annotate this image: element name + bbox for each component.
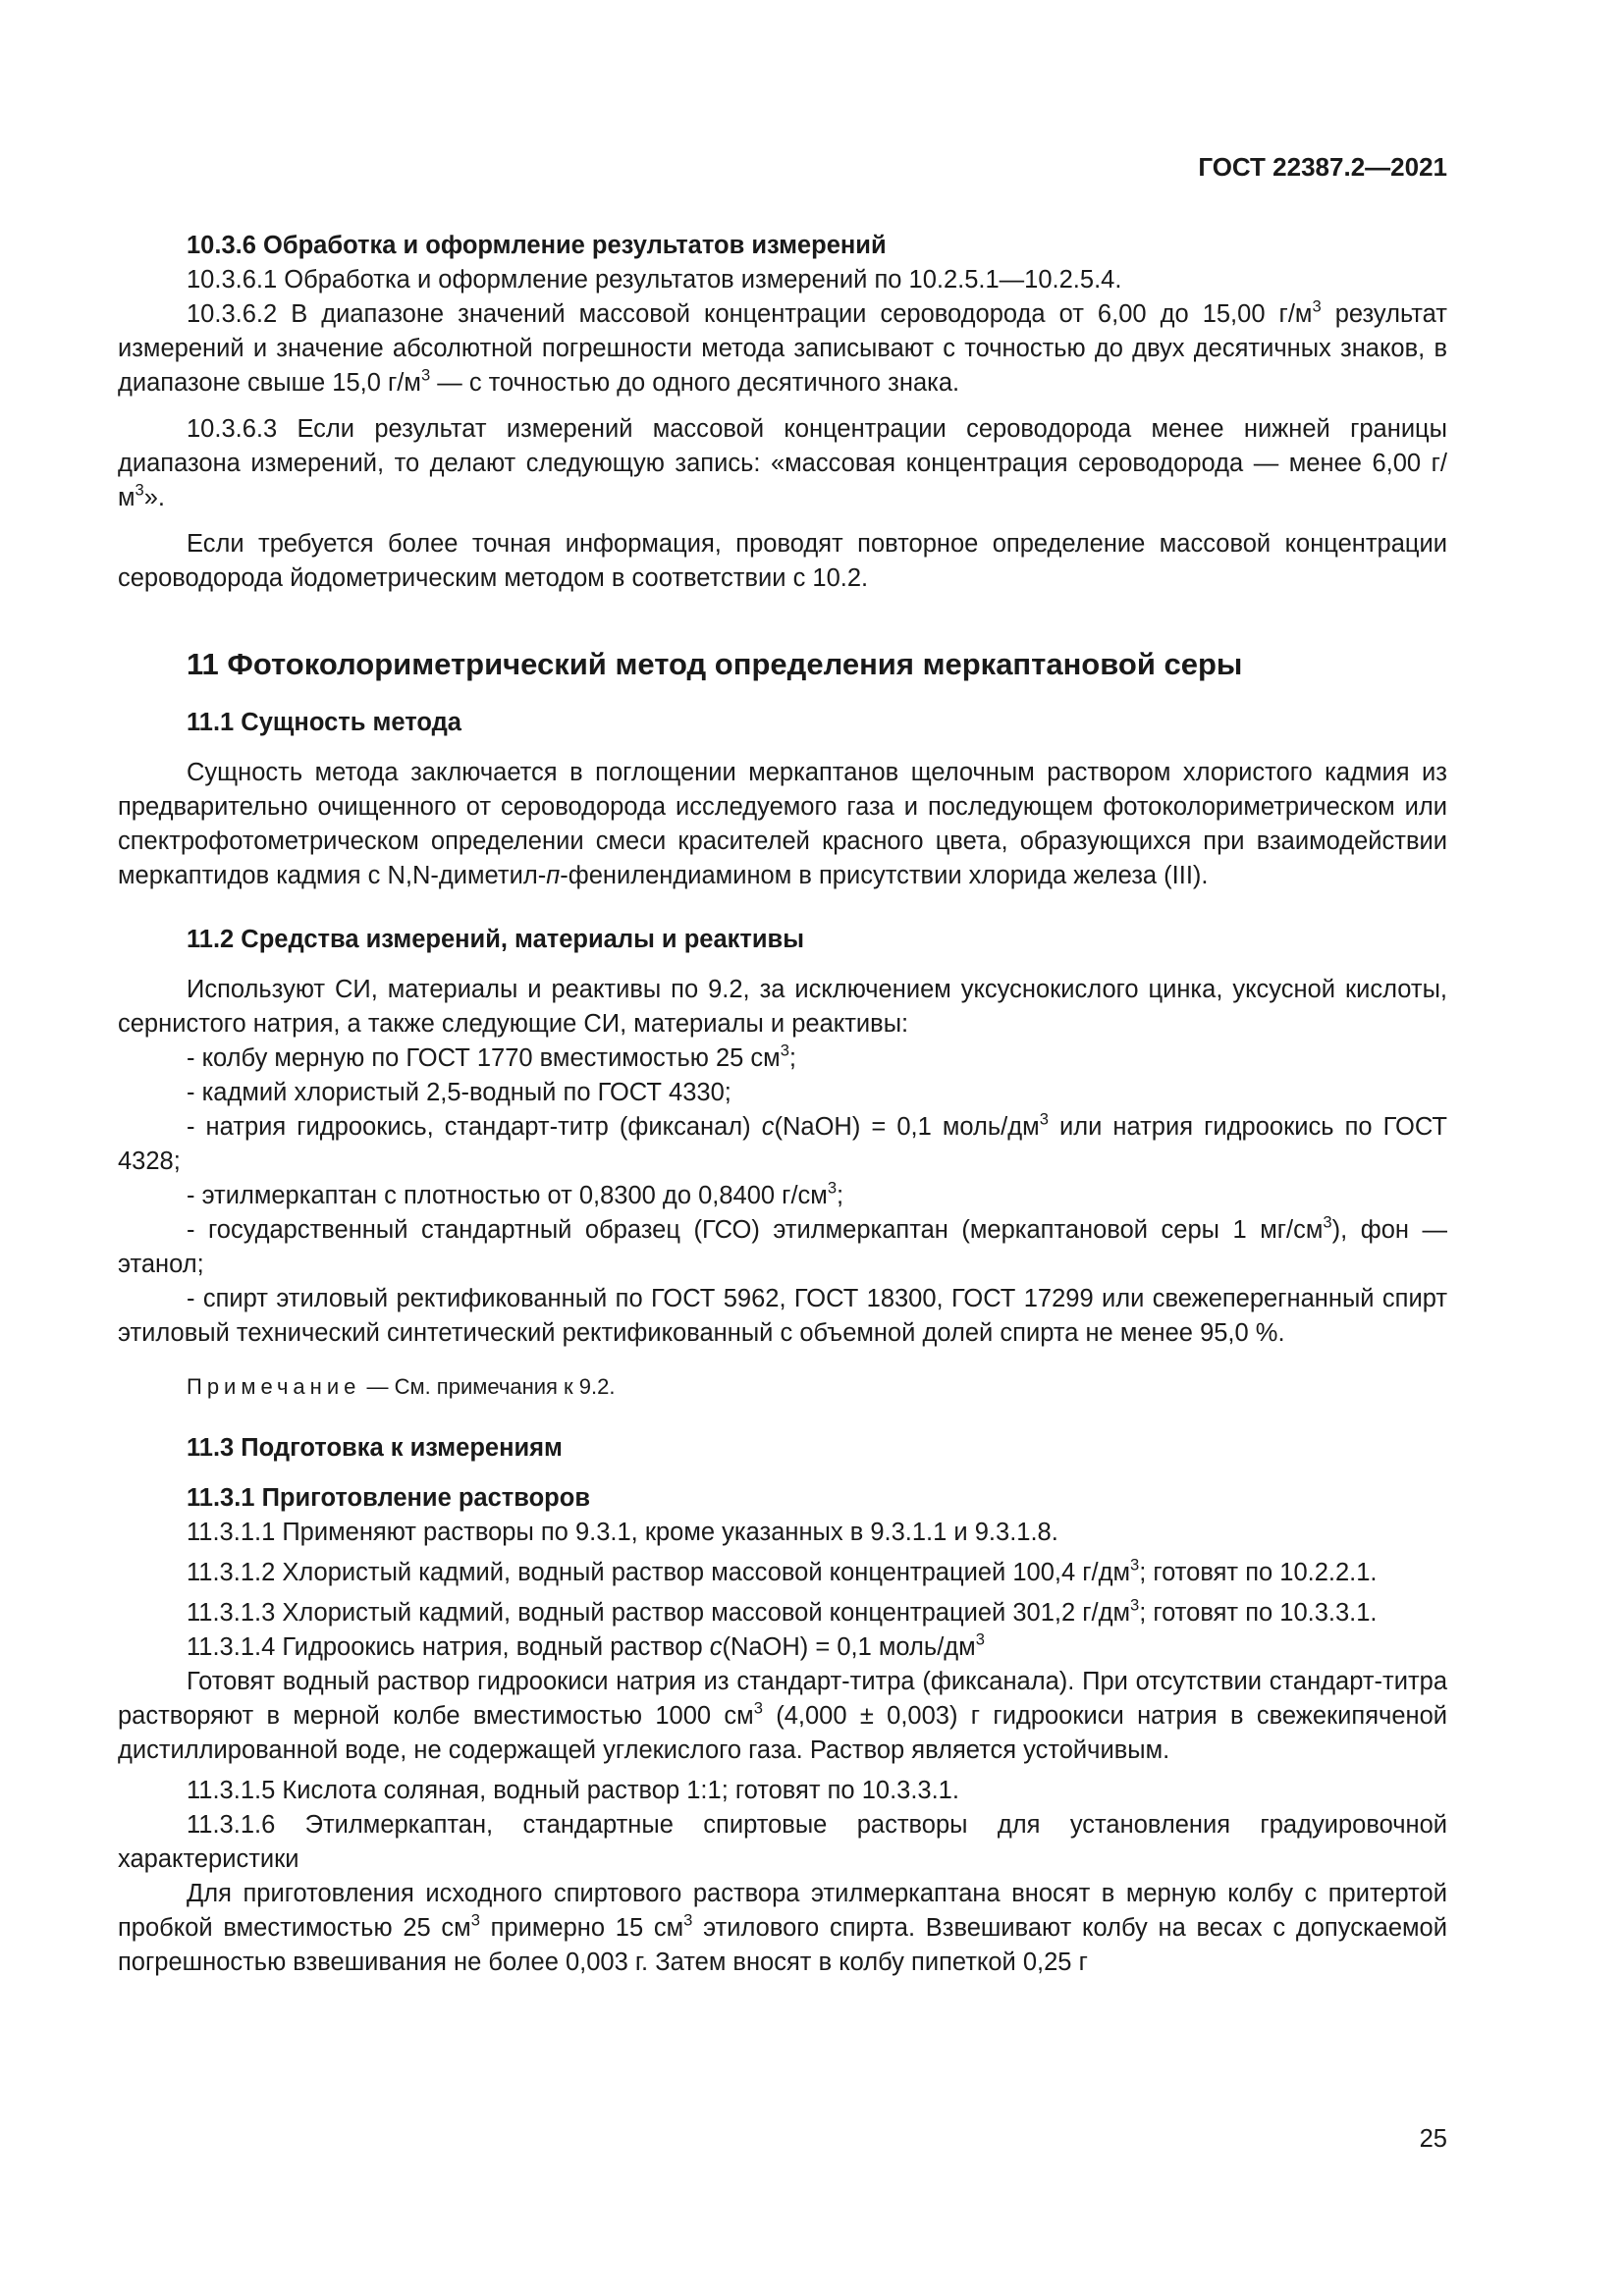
paragraph-11-3-1-3: 11.3.1.3 Хлористый кадмий, водный раствор массовой концентрацией 301,2 $г/дм^3$; готовят по 10.3.3.1.	[187, 1595, 1378, 1627]
paragraph-11-3-1-2: 11.3.1.2 Хлористый кадмий, водный раствор массовой концентрацией 100,4 $г/дм^3$; готовят по 10.2.2.1.	[187, 1555, 1378, 1586]
heading-10-3-6: 10.3.6 Обработка и оформление результатов измерений	[187, 232, 887, 259]
list-item-cadmium: - кадмий хлористый 2,5-водный по ГОСТ 4330;	[187, 1079, 731, 1106]
note-11-2: Примечание — См. примечания к 9.2.	[187, 1374, 616, 1399]
paragraph-10-3-6-2: 10.3.6.2 В диапазоне значений массовой концентрации сероводорода от 6,00 до 15,00 $г/м^3$ результат измерений и значение абсолютной погрешности метода записывают с точностью до двух десятичных знаков, в диапазоне свыше 15,0 $г/м^3$ — с точностью до одного десятичного знака.	[118, 296, 1447, 397]
paragraph-11-1: Сущность метода заключается в поглощении меркаптанов щелочным раствором хлористого кадмия из предварительно очищенного от сероводорода исследуемого газа и последующем фотоколориметрическом или спектрофотометрическом определении смеси красителей красного цвета, образующихся при взаимодействии меркаптидов кадмия с N,N-диметил-п-фенилендиамином в присутствии хлорида железа (III).	[118, 759, 1447, 889]
heading-section-11: 11 Фотоколориметрический метод определения меркаптановой серы	[187, 647, 1243, 681]
paragraph-11-3-1-5: 11.3.1.5 Кислота соляная, водный раствор 1:1; готовят по 10.3.3.1.	[187, 1777, 959, 1804]
paragraph-stock-solution: Для приготовления исходного спиртового раствора этилмеркаптана вносят в мерную колбу с притертой пробкой вместимостью 25 $см^3$ примерно 15 $см^3$ этилового спирта. Взвешивают колбу на весах с допускаемой погрешностью взвешивания не более 0,003 г. Затем вносят в колбу пипеткой 0,25 г	[118, 1880, 1447, 1976]
paragraph-11-3-1-4: 11.3.1.4 Гидроокись натрия, водный раствор c(NaOH) = 0,1 моль/$дм^3$	[187, 1629, 985, 1661]
paragraph-11-3-1-1: 11.3.1.1 Применяют растворы по 9.3.1, кроме указанных в 9.3.1.1 и 9.3.1.8.	[187, 1519, 1058, 1546]
heading-11-3: 11.3 Подготовка к измерениям	[187, 1434, 563, 1462]
heading-11-3-1: 11.3.1 Приготовление растворов	[187, 1484, 591, 1512]
list-item-flask: - колбу мерную по ГОСТ 1770 вместимостью 25 $см^3$;	[187, 1041, 796, 1072]
page-content	[118, 229, 1447, 1980]
heading-11-2: 11.2 Средства измерений, материалы и реактивы	[187, 926, 805, 953]
paragraph-10-3-6-1: 10.3.6.1 Обработка и оформление результатов измерений по 10.2.5.1—10.2.5.4.	[187, 266, 1122, 294]
list-item-reference-sample: - государственный стандартный образец (ГСО) этилмеркаптан (меркаптановой серы 1 $мг/см^3$), фон — этанол;	[118, 1212, 1447, 1278]
page-number: 25	[1419, 2125, 1447, 2153]
document-code: ГОСТ 22387.2—2021	[1198, 152, 1447, 182]
heading-11-1: 11.1 Сущность метода	[187, 709, 461, 736]
paragraph-10-3-6-3: 10.3.6.3 Если результат измерений массовой концентрации сероводорода менее нижней границы диапазона измерений, то делают следующую запись: «массовая концентрация сероводорода — менее 6,00 $г/м^3$».	[118, 415, 1447, 511]
paragraph-11-3-1-6: 11.3.1.6 Этилмеркаптан, стандартные спиртовые растворы для установления градуировочной характеристики	[118, 1811, 1447, 1873]
paragraph-11-2-intro: Используют СИ, материалы и реактивы по 9.2, за исключением уксуснокислого цинка, уксусной кислоты, сернистого натрия, а также следующие СИ, материалы и реактивы:	[118, 976, 1447, 1038]
paragraph-naoh-preparation: Готовят водный раствор гидроокиси натрия из стандарт-титра (фиксанала). При отсутствии стандарт-титра растворяют в мерной колбе вместимостью 1000 $см^3$ (4,000 ± 0,003) г гидроокиси натрия в свежекипяченой дистиллированной воде, не содержащей углекислого газа. Раствор является устойчивым.	[118, 1668, 1448, 1764]
list-item-ethyl-mercaptan: - этилмеркаптан с плотностью от 0,8300 до 0,8400 $г/см^3$;	[187, 1178, 844, 1209]
paragraph-more-info: Если требуется более точная информация, проводят повторное определение массовой концентрации сероводорода йодометрическим методом в соответствии с 10.2.	[118, 530, 1447, 592]
list-item-ethanol: - спирт этиловый ректификованный по ГОСТ 5962, ГОСТ 18300, ГОСТ 17299 или свежеперегнанный спирт этиловый технический синтетический ректификованный с объемной долей спирта не менее 95,0 %.	[118, 1285, 1447, 1347]
list-item-sodium-hydroxide: - натрия гидроокись, стандарт-титр (фиксанал) c(NaOH) = 0,1 моль/$дм^3$ или натрия гидроокись по ГОСТ 4328;	[118, 1109, 1447, 1175]
